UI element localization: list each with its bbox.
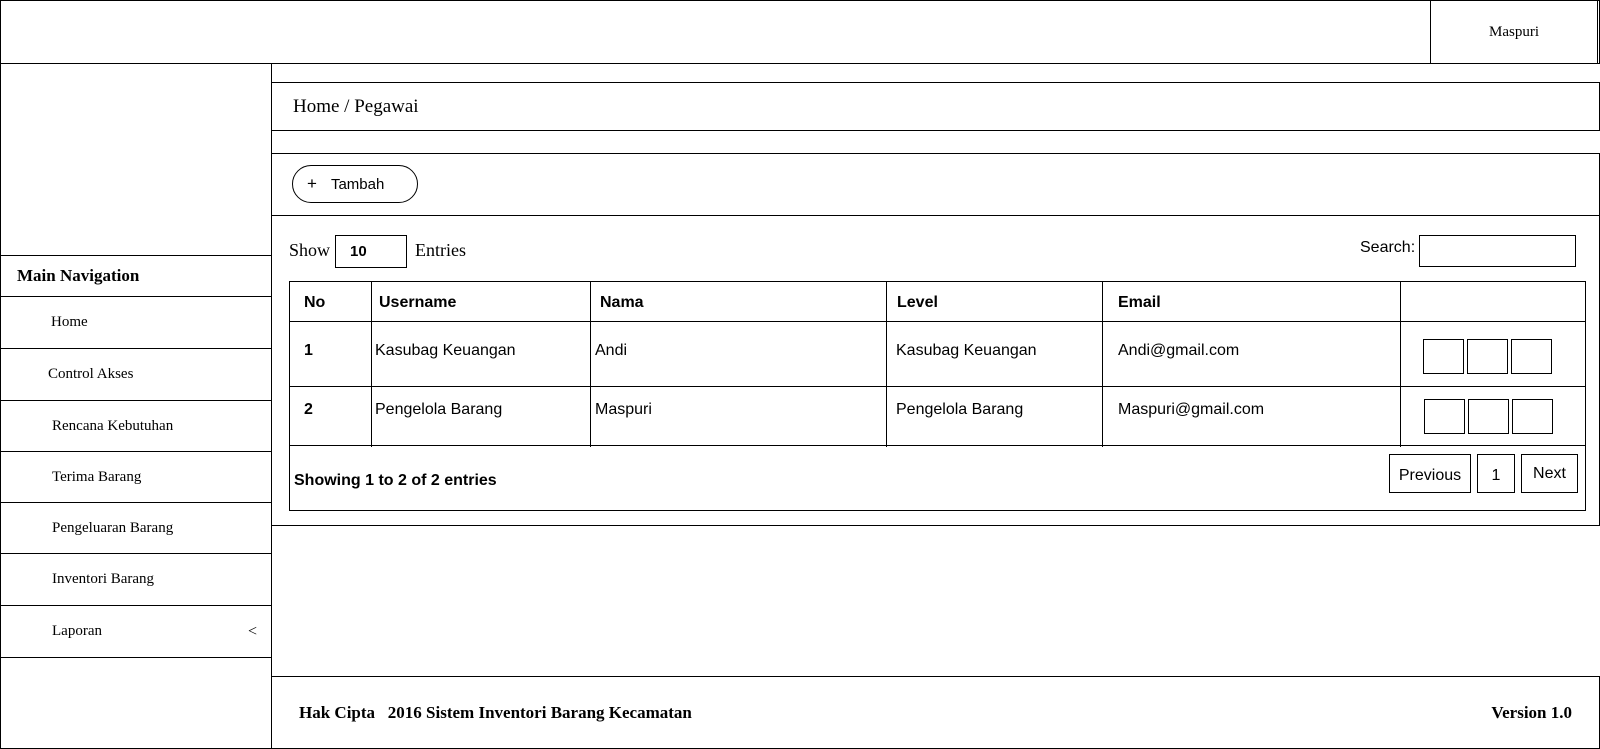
table-info: Showing 1 to 2 of 2 entries xyxy=(294,472,497,489)
cell-username: Kasubag Keuangan xyxy=(375,342,516,359)
content-card xyxy=(271,153,1600,526)
column-header-nama[interactable]: Nama xyxy=(600,293,644,311)
view-button[interactable] xyxy=(1424,399,1465,434)
sidebar-heading: Main Navigation xyxy=(0,255,272,297)
page-1-button[interactable] xyxy=(1477,454,1515,493)
table-divider xyxy=(371,282,372,447)
entries-label: Entries xyxy=(415,240,466,260)
column-header-email[interactable]: Email xyxy=(1118,293,1161,311)
cell-level: Pengelola Barang xyxy=(896,401,1024,418)
cell-username: Pengelola Barang xyxy=(375,401,503,418)
cell-email: Andi@gmail.com xyxy=(1118,342,1240,359)
card-toolbar xyxy=(272,154,1599,216)
next-page-button[interactable] xyxy=(1521,454,1578,493)
table-divider xyxy=(290,445,1585,446)
previous-label: Previous xyxy=(1398,466,1462,484)
cell-no: 2 xyxy=(304,401,313,418)
sidebar-item-terima-barang[interactable] xyxy=(0,451,272,503)
table-divider xyxy=(886,282,887,447)
add-button-label: Tambah xyxy=(330,175,385,193)
column-header-level[interactable]: Level xyxy=(897,293,938,311)
previous-page-button[interactable] xyxy=(1389,454,1471,493)
delete-button[interactable] xyxy=(1511,339,1552,374)
sidebar-item-label: Terima Barang xyxy=(52,468,142,485)
page-number: 1 xyxy=(1491,466,1501,484)
next-label: Next xyxy=(1533,464,1566,482)
search-label: Search: xyxy=(1360,239,1416,256)
edit-button[interactable] xyxy=(1467,339,1508,374)
cell-no: 1 xyxy=(304,342,313,359)
sidebar-item-inventori-barang[interactable] xyxy=(0,553,272,606)
table-divider xyxy=(1400,282,1401,447)
add-button[interactable] xyxy=(292,165,418,203)
cell-nama: Andi xyxy=(595,342,628,359)
page-length-value: 10 xyxy=(350,243,367,260)
sidebar-item-label: Home xyxy=(51,314,88,330)
breadcrumb-text: Home / Pegawai xyxy=(293,95,419,117)
cell-email: Maspuri@gmail.com xyxy=(1118,401,1265,418)
sidebar-item-laporan[interactable] xyxy=(0,605,272,658)
table-divider xyxy=(590,282,591,447)
sidebar-item-control-akses[interactable] xyxy=(0,348,272,401)
search-input[interactable] xyxy=(1419,235,1576,267)
page-length-select[interactable] xyxy=(335,235,407,268)
view-button[interactable] xyxy=(1423,339,1464,374)
table-divider xyxy=(290,386,1585,387)
column-header-username[interactable]: Username xyxy=(379,293,457,311)
show-label: Show xyxy=(289,240,331,260)
edit-button[interactable] xyxy=(1468,399,1509,434)
chevron-left-icon: < xyxy=(247,622,257,640)
delete-button[interactable] xyxy=(1512,399,1553,434)
sidebar-item-rencana-kebutuhan[interactable] xyxy=(0,400,272,452)
column-header-no[interactable]: No xyxy=(304,293,326,311)
sidebar-item-label: Pengeluaran Barang xyxy=(52,519,174,536)
sidebar-item-label: Inventori Barang xyxy=(52,571,155,587)
employee-table xyxy=(289,281,1586,511)
cell-level: Kasubag Keuangan xyxy=(896,342,1037,359)
breadcrumb xyxy=(271,82,1600,131)
sidebar-item-home[interactable] xyxy=(0,296,272,349)
column-header-actions xyxy=(1401,282,1587,323)
sidebar-item-label: Laporan xyxy=(52,623,102,639)
top-navbar xyxy=(0,0,1600,64)
page-footer xyxy=(271,676,1600,749)
user-menu[interactable] xyxy=(1430,0,1598,64)
copyright-text: Hak Cipta 2016 Sistem Inventori Barang Kecamatan xyxy=(299,703,692,722)
version-text: Version 1.0 xyxy=(1491,703,1572,722)
sidebar-item-pengeluaran-barang[interactable] xyxy=(0,502,272,554)
plus-icon: + xyxy=(307,174,317,193)
sidebar-item-label: Rencana Kebutuhan xyxy=(52,417,174,434)
table-divider xyxy=(290,321,1585,322)
table-divider xyxy=(1102,282,1103,447)
cell-nama: Maspuri xyxy=(595,401,652,418)
user-name: Maspuri xyxy=(1489,23,1539,40)
sidebar-item-label: Control Akses xyxy=(48,366,134,382)
